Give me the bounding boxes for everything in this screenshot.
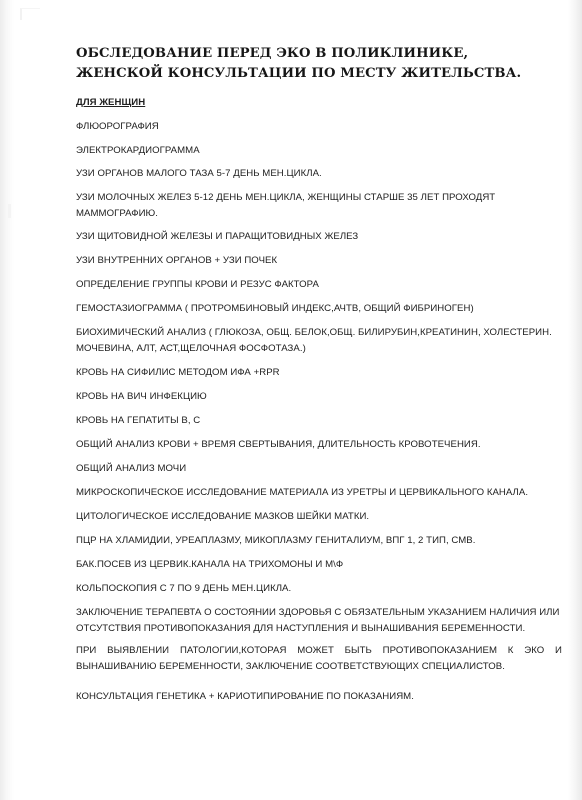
title-line-1: ОБСЛЕДОВАНИЕ ПЕРЕД ЭКО В ПОЛИКЛИНИКЕ,	[76, 46, 469, 61]
exam-item-hiv: КРОВЬ НА ВИЧ ИНФЕКЦИЮ	[76, 391, 207, 402]
section-label-women: ДЛЯ ЖЕНЩИН	[76, 97, 146, 108]
exam-item-bacterial-culture: БАК.ПОСЕВ ИЗ ЦЕРВИК.КАНАЛА НА ТРИХОМОНЫ И М\Ф	[76, 559, 344, 570]
exam-item-breast-ultrasound: УЗИ МОЛОЧНЫХ ЖЕЛЕЗ 5-12 ДЕНЬ МЕН.ЦИКЛА, ЖЕНЩИНЫ СТАРШЕ 35 ЛЕТ ПРОХОДЯТ МАММОГРАФИЮ.	[76, 192, 496, 219]
exam-item-thyroid-ultrasound: УЗИ ЩИТОВИДНОЙ ЖЕЛЕЗЫ И ПАРАЩИТОВИДНЫХ ЖЕЛЕЗ	[76, 231, 359, 242]
exam-item-microscopy: МИКРОСКОПИЧЕСКОЕ ИССЛЕДОВАНИЕ МАТЕРИАЛА ИЗ УРЕТРЫ И ЦЕРВИКАЛЬНОГО КАНАЛА.	[76, 487, 529, 498]
scan-artifact	[8, 204, 17, 218]
exam-item-hepatitis: КРОВЬ НА ГЕПАТИТЫ В, С	[76, 415, 201, 426]
exam-item-genetic-consultation: КОНСУЛЬТАЦИЯ ГЕНЕТИКА + КАРИОТИПИРОВАНИЕ ПО ПОКАЗАНИЯМ.	[76, 691, 414, 702]
scan-artifact	[20, 8, 40, 20]
exam-item-blood-analysis: ОБЩИЙ АНАЛИЗ КРОВИ + ВРЕМЯ СВЕРТЫВАНИЯ, ДЛИТЕЛЬНОСТЬ КРОВОТЕЧЕНИЯ.	[76, 439, 481, 450]
exam-item-blood-group: ОПРЕДЕЛЕНИЕ ГРУППЫ КРОВИ И РЕЗУС ФАКТОРА	[76, 279, 319, 290]
exam-item-cytology: ЦИТОЛОГИЧЕСКОЕ ИССЛЕДОВАНИЕ МАЗКОВ ШЕЙКИ МАТКИ.	[76, 511, 370, 522]
exam-item-specialist-conclusion: ПРИ ВЫЯВЛЕНИИ ПАТОЛОГИИ,КОТОРАЯ МОЖЕТ БЫТЬ ПРОТИВОПОКАЗАНИЕМ К ЭКО И ВЫНАШИВАНИЮ БЕРЕМЕННОСТИ, ЗАКЛЮЧЕНИЕ СООТВЕТСТВУЮЩИХ СПЕЦИАЛИСТОВ.	[76, 645, 562, 672]
exam-item-colposcopy: КОЛЬПОСКОПИЯ С 7 ПО 9 ДЕНЬ МЕН.ЦИКЛА.	[76, 583, 292, 594]
title-line-2: ЖЕНСКОЙ КОНСУЛЬТАЦИИ ПО МЕСТУ ЖИТЕЛЬСТВА.	[76, 66, 522, 81]
exam-item-fluorography: ФЛЮОРОГРАФИЯ	[76, 121, 159, 132]
exam-item-pelvic-ultrasound: УЗИ ОРГАНОВ МАЛОГО ТАЗА 5-7 ДЕНЬ МЕН.ЦИКЛА.	[76, 168, 322, 179]
exam-item-syphilis: КРОВЬ НА СИФИЛИС МЕТОДОМ ИФА +RPR	[76, 367, 280, 378]
exam-item-biochemistry: БИОХИМИЧЕСКИЙ АНАЛИЗ ( ГЛЮКОЗА, ОБЩ. БЕЛОК,ОБЩ. БИЛИРУБИН,КРЕАТИНИН, ХОЛЕСТЕРИН. МОЧЕВИНА, АЛТ, АСТ,ЩЕЛОЧНАЯ ФОСФОТАЗА.)	[76, 327, 552, 354]
document-title	[76, 44, 556, 84]
exam-item-ecg: ЭЛЕКТРОКАРДИОГРАММА	[76, 145, 200, 156]
exam-item-internal-organs-ultrasound: УЗИ ВНУТРЕННИХ ОРГАНОВ + УЗИ ПОЧЕК	[76, 255, 278, 266]
exam-item-urine-analysis: ОБЩИЙ АНАЛИЗ МОЧИ	[76, 463, 187, 474]
exam-item-hemostasiogram: ГЕМОСТАЗИОГРАММА ( ПРОТРОМБИНОВЫЙ ИНДЕКС,АЧТВ, ОБЩИЙ ФИБРИНОГЕН)	[76, 303, 474, 314]
exam-item-therapist-conclusion: ЗАКЛЮЧЕНИЕ ТЕРАПЕВТА О СОСТОЯНИИ ЗДОРОВЬЯ С ОБЯЗАТЕЛЬНЫМ УКАЗАНИЕМ НАЛИЧИЯ ИЛИ ОТСУТСТВИЯ ПРОТИВОПОКАЗАНИЯ ДЛЯ НАСТУПЛЕНИЯ И ВЫНАШИВАНИЯ БЕРЕМЕННОСТИ.	[76, 607, 560, 634]
exam-item-pcr: ПЦР НА ХЛАМИДИИ, УРЕАПЛАЗМУ, МИКОПЛАЗМУ ГЕНИТАЛИУМ, ВПГ 1, 2 ТИП, СМВ.	[76, 535, 476, 546]
